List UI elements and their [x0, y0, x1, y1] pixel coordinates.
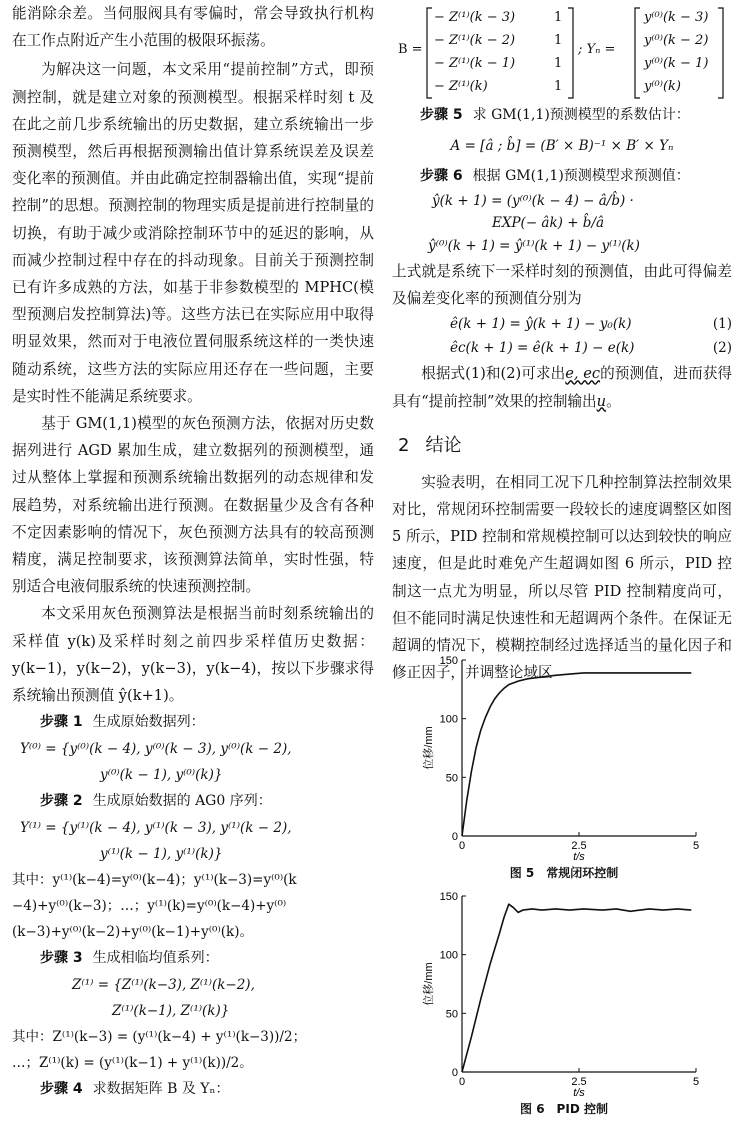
figure-5-chart — [414, 646, 714, 860]
matrix-block — [392, 6, 732, 100]
paragraph-7-b: 的预测值，进而获得具有“提前控制”效果的控制输出 — [392, 365, 732, 410]
equation-6c: ŷ⁽⁰⁾(k + 1) = ŷ⁽¹⁾(k + 1) − y⁽¹⁾(k) — [428, 238, 640, 254]
equation-8-number: (2) — [712, 340, 732, 357]
step-1-text: 生成原始数据列： — [92, 714, 205, 731]
step-5 — [392, 102, 732, 129]
fig5-y-tick-label: 100 — [439, 713, 458, 726]
figure-5-caption: 图 5 常规闭环控制 — [509, 866, 619, 880]
equation-2-note-b: −4)+y⁽⁰⁾(k−3)；…；y⁽¹⁾(k)=y⁽⁰⁾(k−4)+y⁽⁰⁾ — [12, 898, 287, 915]
step-1 — [12, 709, 374, 736]
figure-6-chart — [414, 882, 714, 1096]
matrix-y-cell: y⁽⁰⁾(k − 1) — [644, 56, 709, 71]
equation-2-note-c: (k−3)+y⁽⁰⁾(k−2)+y⁽⁰⁾(k−1)+y⁽⁰⁾(k)。 — [12, 924, 254, 941]
step-6-text: 根据 GM(1,1)预测模型求预测值： — [472, 168, 690, 184]
equation-1a: Y⁽⁰⁾ = {y⁽⁰⁾(k − 4), y⁽⁰⁾(k − 3), y⁽⁰⁾(k − 2), — [20, 741, 292, 758]
fig5-y-tick-label: 0 — [451, 831, 458, 843]
matrix-b-label: B = — [398, 42, 423, 57]
equation-7 — [392, 312, 732, 336]
matrix-y-col — [644, 6, 708, 98]
matrix-b-cell: − Z⁽¹⁾(k − 1) — [434, 56, 516, 71]
equation-3b: Z⁽¹⁾(k−1), Z⁽¹⁾(k)} — [112, 1003, 230, 1020]
paragraph-1: 为解决这一问题，本文采用“提前控制”方式，即预测控制，就是建立对象的预测模型。根据采样时刻 t 及在此之前几步系统输出的历史数据，建立系统输出一步预测模型，然后再根据预测输出值计算系统误差及误差变化率的预测值。并由此确定控制器输出值，实现“提前控制”的思想。预测控制的物理实质是提前进行控制量的切换，有助于减少或消除控制环节中的延迟的影响，从而减少控制过程中存在的抖动现象。目前关于预测控制已有许多成熟的方法，如基于非参数模型的 MPHC(模型预测启发控制算法)等。这些方法已在实际应用中取得明显效果，然而对于电液位置伺服系统这样的一类快速随动系统，这些方法的实际应用还存在一些问题，主要是实时性不能满足系统要求。 — [12, 61, 374, 405]
fig5-y-tick-label: 150 — [439, 655, 458, 667]
matrix-b-one: 1 — [554, 56, 563, 71]
figure-5 — [414, 646, 714, 882]
matrix-b-one: 1 — [554, 33, 563, 48]
fig6-x-tick-label: 0 — [458, 1076, 466, 1088]
equation-5: A = [â ; b̂] = (B′ × B)⁻¹ × B′ × Yₙ — [450, 138, 674, 154]
matrix-y-cell: y⁽⁰⁾(k) — [644, 79, 681, 94]
fig5-y-tick-label: 50 — [445, 772, 458, 785]
equation-3a: Z⁽¹⁾ = {Z⁽¹⁾(k−3), Z⁽¹⁾(k−2), — [72, 977, 255, 994]
step-2-label: 步骤 2 — [40, 793, 83, 810]
matrix-b-cell: − Z⁽¹⁾(k − 2) — [434, 33, 516, 48]
fig6-y-tick-label: 100 — [439, 949, 458, 962]
fig6-y-tick-label: 50 — [445, 1008, 458, 1021]
equation-2b: y⁽¹⁾(k − 1), y⁽¹⁾(k)} — [100, 846, 223, 863]
paragraph-7 — [392, 360, 732, 414]
matrix-b-col1 — [434, 6, 515, 98]
paragraph-3: 本文采用灰色预测算法是根据当前时刻系统输出的采样值 y(k)及采样时刻之前四步采样值历史数据：y(k−1)，y(k−2)，y(k−3)，y(k−4)，按以下步骤求得系统输出预测值 ŷ(k+1)。 — [12, 605, 374, 705]
fig6-y-label: 位移/mm — [423, 962, 435, 1006]
fig6-y-tick-label: 0 — [451, 1067, 458, 1079]
fig6-x-tick-label: 5 — [692, 1076, 700, 1088]
matrix-b-cell: − Z⁽¹⁾(k) — [434, 79, 488, 94]
figure-6 — [414, 882, 714, 1118]
equation-7-body: ê(k + 1) = ŷ(k + 1) − y₀(k) — [450, 316, 632, 333]
paragraph-6: 上式就是系统下一采样时刻的预测值，由此可得偏差及偏差变化率的预测值分别为 — [392, 263, 732, 308]
figure-6-caption: 图 6 PID 控制 — [520, 1102, 608, 1116]
left-column — [12, 0, 374, 1103]
paragraph-7-a: 根据式(1)和(2)可求出 — [421, 365, 566, 383]
paragraph-7-underline-2: u — [596, 392, 607, 410]
matrix-y-label: ; Yₙ = — [578, 42, 616, 57]
fig5-y-label: 位移/mm — [423, 726, 435, 770]
section-heading — [398, 431, 732, 457]
matrix-y-cell: y⁽⁰⁾(k − 2) — [644, 33, 709, 48]
step-5-text: 求 GM(1,1)预测模型的系数估计： — [472, 107, 690, 123]
step-4 — [12, 1076, 374, 1103]
fig6-x-tick-label: 2.5 — [571, 1076, 587, 1088]
matrix-b-col2 — [554, 6, 562, 98]
equation-3-note-b: …；Z⁽¹⁾(k) = (y⁽¹⁾(k−1) + y⁽¹⁾(k))/2。 — [12, 1055, 253, 1072]
equation-8-body: êc(k + 1) = ê(k + 1) − e(k) — [450, 340, 635, 357]
matrix-b-cell: − Z⁽¹⁾(k − 3) — [434, 10, 516, 25]
step-6 — [392, 163, 732, 190]
equation-1b: y⁽⁰⁾(k − 1), y⁽⁰⁾(k)} — [100, 767, 223, 784]
equation-2-note-a: 其中：y⁽¹⁾(k−4)=y⁽⁰⁾(k−4)；y⁽¹⁾(k−3)=y⁽⁰⁾(k — [12, 872, 297, 889]
fig5-x-tick-label: 0 — [458, 840, 466, 852]
step-4-text: 求数据矩阵 B 及 Yₙ： — [92, 1081, 230, 1098]
step-3 — [12, 945, 374, 972]
matrix-y-cell: y⁽⁰⁾(k − 3) — [644, 10, 709, 25]
paragraph-2: 基于 GM(1,1)模型的灰色预测方法，依据对历史数据列进行 AGD 累加生成，建立数据列的预测模型，通过从整体上掌握和预测系统输出数据列的动态规律和发展趋势，对系统输出进行预测。在数据量少及含有各种不定因素影响的情况下，灰色预测方法具有的较高预测精度，满足控制要求，该预测算法简单，实时性强，特别适合电液伺服系统的快速预测控制。 — [12, 415, 374, 596]
fig6-series-line — [462, 904, 691, 1072]
step-5-label: 步骤 5 — [420, 107, 463, 123]
matrix-b-one: 1 — [554, 79, 563, 94]
step-3-text: 生成相临均值系列： — [92, 950, 219, 967]
step-2 — [12, 788, 374, 815]
equation-8 — [392, 336, 732, 360]
equation-2a: Y⁽¹⁾ = {y⁽¹⁾(k − 4), y⁽¹⁾(k − 3), y⁽¹⁾(k − 2), — [20, 820, 292, 837]
paragraph-0: 能消除余差。当伺服阀具有零偏时，常会导致执行机构在工作点附近产生小范围的极限环振荡。 — [12, 5, 374, 50]
right-column — [392, 0, 732, 1128]
equation-3-note-a: 其中：Z⁽¹⁾(k−3) = (y⁽¹⁾(k−4) + y⁽¹⁾(k−3))/2； — [12, 1029, 307, 1046]
paragraph-7-underline-1: e, ec — [565, 365, 601, 383]
section-number: 2 — [398, 434, 410, 456]
step-6-label: 步骤 6 — [420, 168, 463, 184]
equation-6a: ŷ(k + 1) = (y⁽⁰⁾(k − 4) − â/b̂) · — [432, 193, 634, 209]
fig6-x-label: t/s — [573, 1087, 585, 1096]
step-3-label: 步骤 3 — [40, 950, 83, 967]
step-2-text: 生成原始数据的 AG0 序列： — [92, 793, 272, 810]
paragraph-7-c: 。 — [606, 392, 621, 410]
right-text-top — [392, 102, 732, 686]
fig5-x-tick-label: 5 — [692, 840, 700, 852]
section-title: 结论 — [425, 434, 462, 456]
fig6-y-tick-label: 150 — [439, 891, 458, 903]
step-1-label: 步骤 1 — [40, 714, 83, 731]
equation-6b: EXP(− âk) + b̂/â — [492, 215, 605, 231]
fig5-series-line — [462, 673, 691, 836]
fig5-x-label: t/s — [573, 851, 585, 860]
matrix-b-one: 1 — [554, 10, 563, 25]
step-4-label: 步骤 4 — [40, 1081, 83, 1098]
paragraph-8: 实验表明，在相同工况下几种控制算法控制效果对比，常规闭环控制需要一段较长的速度调整区如图 5 所示，PID 控制和常规模控制可以达到较快的响应速度，但是此时难免产生超调如图 6 所示，PID 控制这一点尤为明显，所以尽管 PID 控制精度尚可，但不能同时满足快速性和无超调两个条件。在保证无超调的情况下，模糊控制经过选择适当的量化因子和修正因子，并调整论域区 — [392, 473, 732, 682]
fig5-x-tick-label: 2.5 — [571, 840, 587, 852]
equation-7-number: (1) — [712, 316, 732, 333]
